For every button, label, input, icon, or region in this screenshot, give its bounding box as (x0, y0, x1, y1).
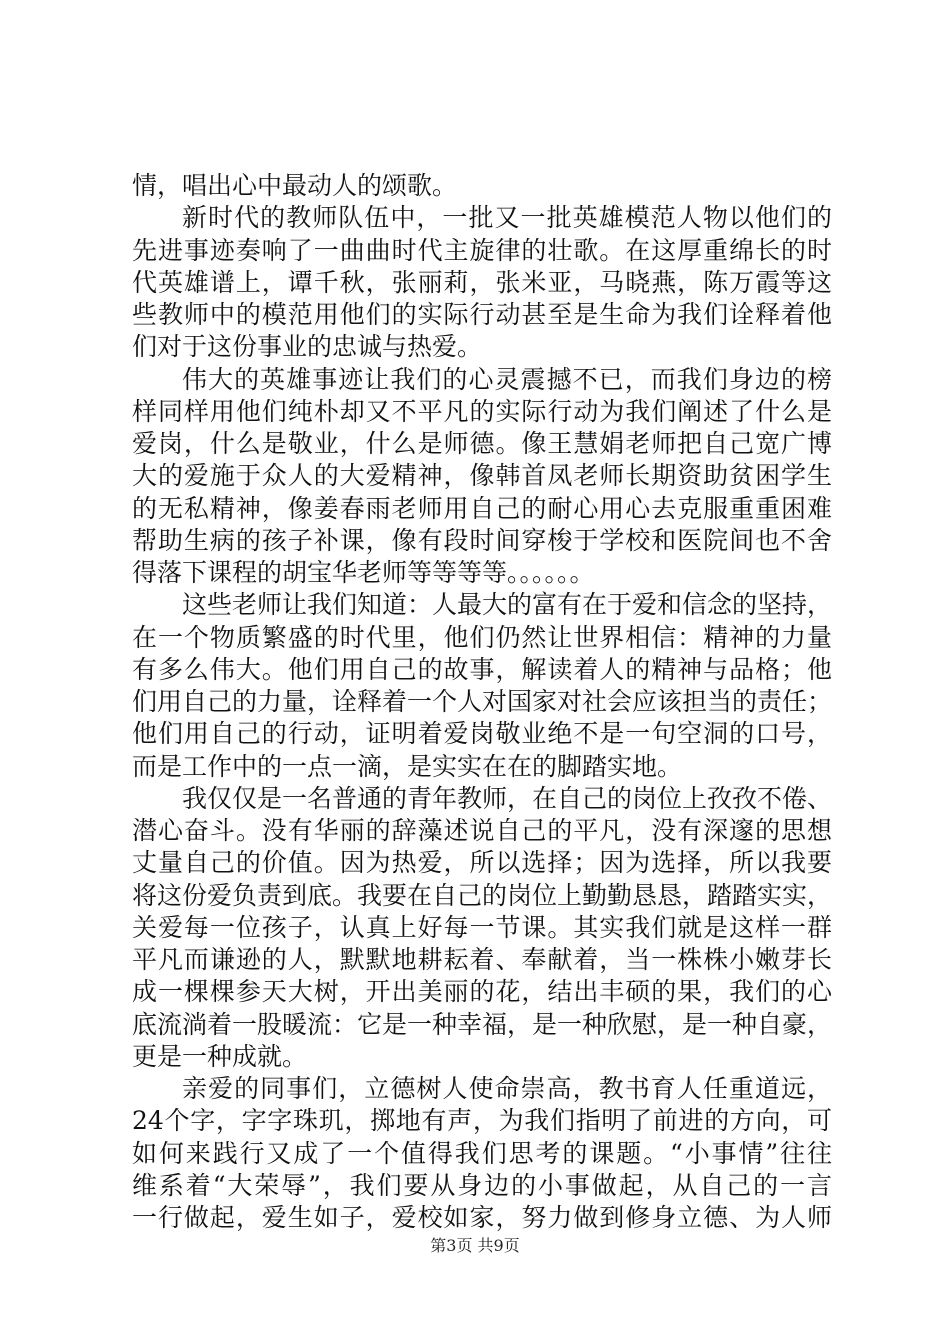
text-line: 一行做起，爱生如子，爱校如家，努力做到修身立德、为人师 (132, 1203, 832, 1232)
text-line: 爱岗，什么是敬业，什么是师德。像王慧娟老师把自己宽广博 (132, 429, 832, 458)
text-line: 些教师中的模范用他们的实际行动甚至是生命为我们诠释着他 (132, 300, 832, 329)
document-body (132, 170, 832, 1234)
text-line: 24个字，字字珠玑，掷地有声，为我们指明了前进的方向，可 (132, 1106, 832, 1136)
text-line: 在一个物质繁盛的时代里，他们仍然让世界相信：精神的力量 (132, 622, 832, 652)
text-line: 样同样用他们纯朴却又不平凡的实际行动为我们阐述了什么是 (132, 396, 832, 426)
text-line: 如何来践行又成了一个值得我们思考的课题。“小事情”往往 (132, 1138, 832, 1168)
text-line: 他们用自己的行动，证明着爱岗敬业绝不是一句空洞的口号， (132, 719, 832, 749)
text-line: 而是工作中的一点一滴，是实实在在的脚踏实地。 (132, 751, 683, 781)
text-line: 丈量自己的价值。因为热爱，所以选择；因为选择，所以我要 (132, 848, 832, 878)
text-line: 成一棵棵参天大树，开出美丽的花，结出丰硕的果，我们的心 (132, 977, 832, 1007)
text-line: 们对于这份事业的忠诚与热爱。 (132, 332, 483, 362)
text-line: 亲爱的同事们，立德树人使命崇高，教书育人任重道远， (182, 1074, 832, 1103)
text-line: 伟大的英雄事迹让我们的心灵震撼不已，而我们身边的榜 (182, 364, 832, 394)
text-line: 底流淌着一股暖流：它是一种幸福，是一种欣慰，是一种自豪， (132, 1009, 833, 1039)
text-line: 平凡而谦逊的人，默默地耕耘着、奉献着，当一株株小嫩芽长 (132, 945, 832, 974)
text-line: 我仅仅是一名普通的青年教师，在自己的岗位上孜孜不倦、 (182, 783, 833, 813)
text-line: 将这份爱负责到底。我要在自己的岗位上勤勤恳恳，踏踏实实， (132, 880, 833, 910)
text-line: 的无私精神，像姜春雨老师用自己的耐心用心去克服重重困难 (132, 493, 832, 523)
text-line: 关爱每一位孩子，认真上好每一节课。其实我们就是这样一群 (132, 912, 832, 942)
text-line: 代英雄谱上，谭千秋，张丽莉，张米亚，马晓燕，陈万霞等这 (132, 267, 832, 297)
text-line: 情，唱出心中最动人的颂歌。 (132, 171, 458, 200)
text-line: 帮助生病的孩子补课，像有段时间穿梭于学校和医院间也不舍 (132, 525, 832, 555)
text-line: 潜心奋斗。没有华丽的辞藻述说自己的平凡，没有深邃的思想 (132, 816, 832, 845)
text-line: 新时代的教师队伍中，一批又一批英雄模范人物以他们的 (182, 203, 832, 233)
text-line: 更是一种成就。 (132, 1041, 308, 1071)
text-line: 有多么伟大。他们用自己的故事，解读着人的精神与品格；他 (132, 654, 832, 684)
text-line: 大的爱施于众人的大爱精神，像韩首凤老师长期资助贫困学生 (132, 461, 832, 491)
text-line: 这些老师让我们知道：人最大的富有在于爱和信念的坚持， (182, 590, 833, 620)
text-line: 维系着“大荣辱”，我们要从身边的小事做起，从自己的一言 (132, 1170, 832, 1200)
text-line: 得落下课程的胡宝华老师等等等等。。。。。。 (132, 558, 595, 587)
text-line: 们用自己的力量，诠释着一个人对国家对社会应该担当的责任； (132, 687, 833, 716)
text-line: 先进事迹奏响了一曲曲时代主旋律的壮歌。在这厚重绵长的时 (132, 235, 832, 265)
page-number-footer: 第3页 共9页 (430, 1236, 520, 1255)
